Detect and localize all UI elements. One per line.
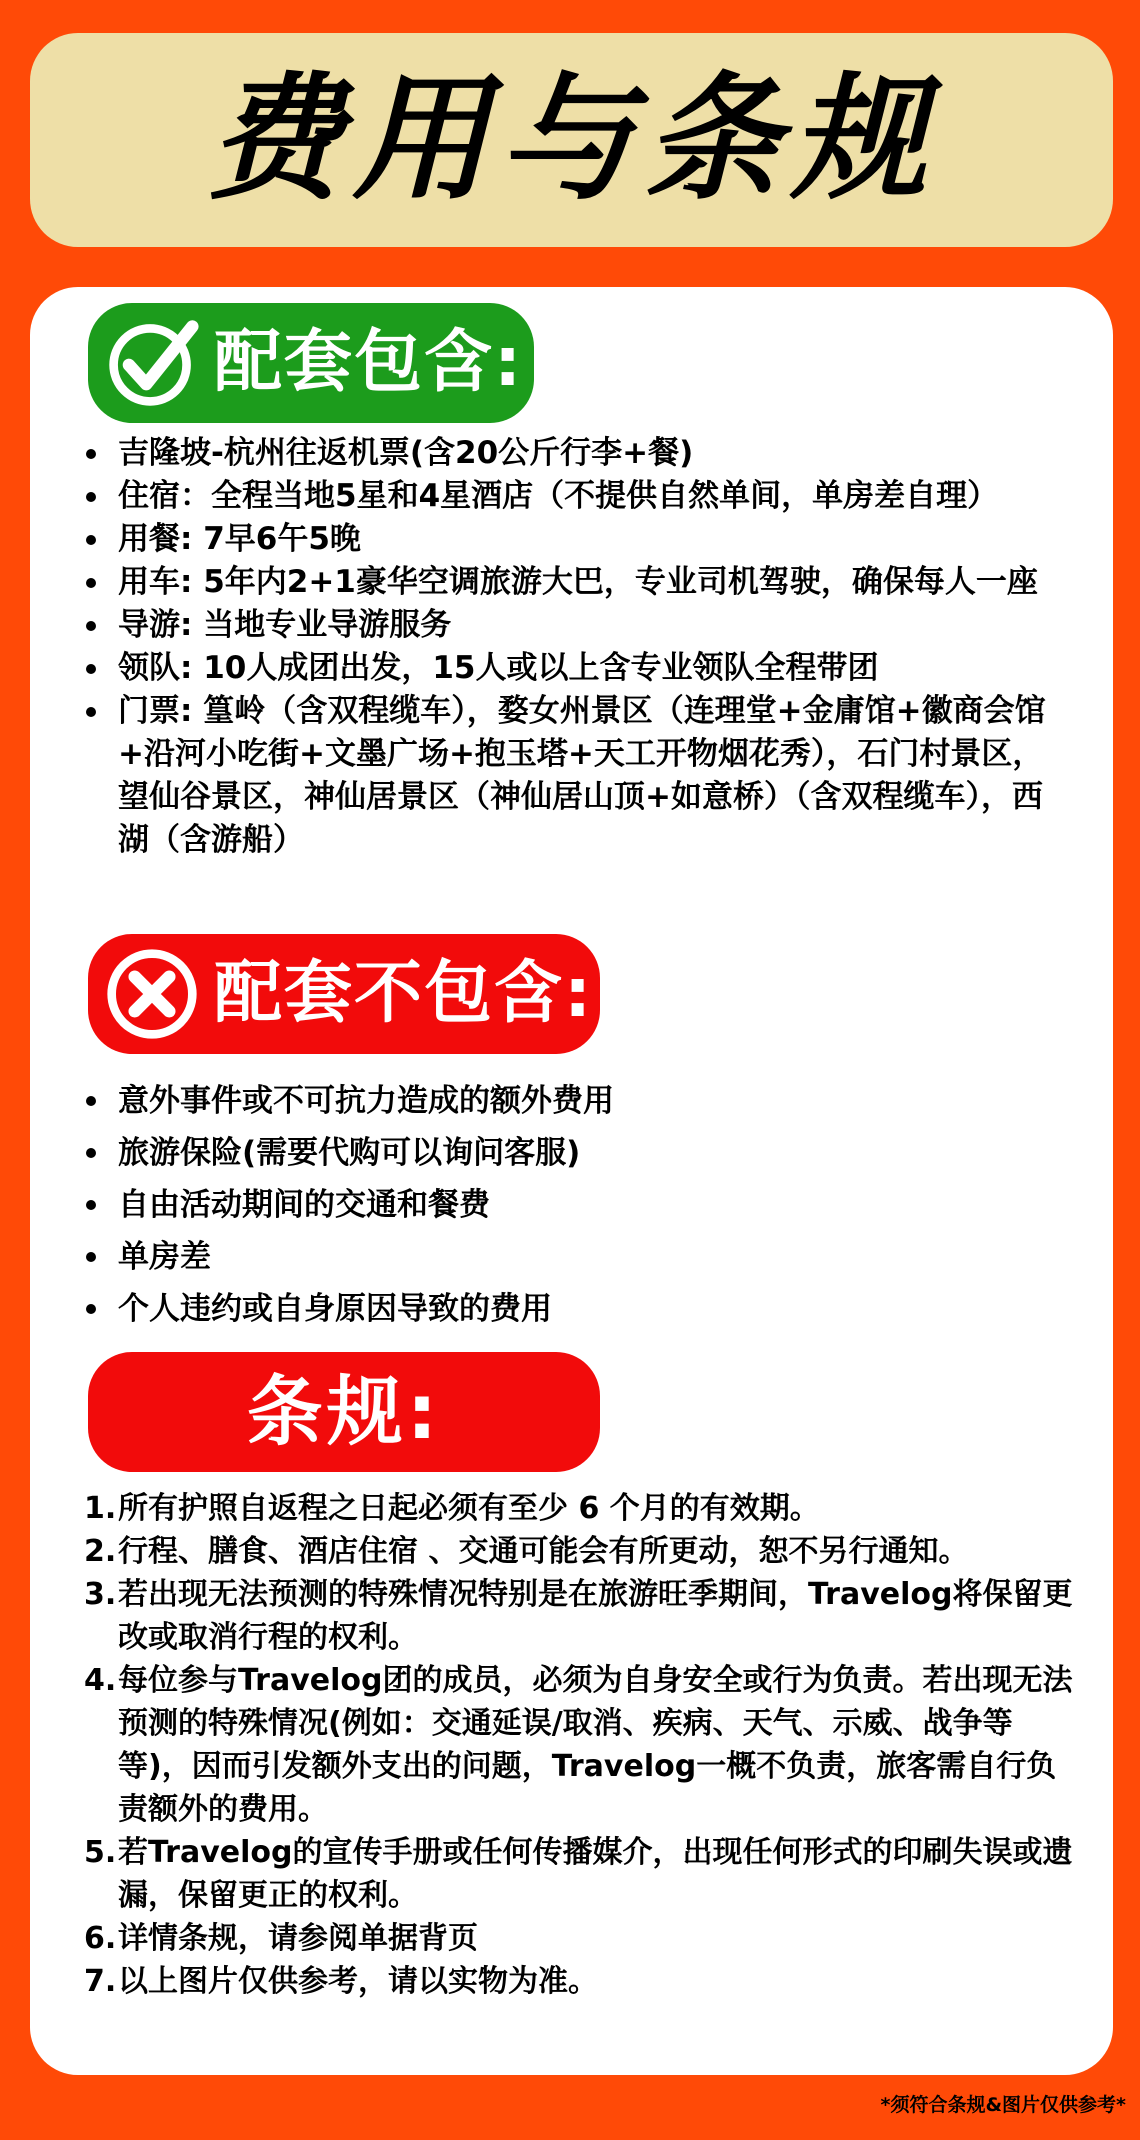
terms-item-4 <box>30 1659 1113 1831</box>
terms-item-5 <box>30 1831 1113 1917</box>
terms-item-text: 若Travelog的宣传手册或任何传播媒介，出现任何形式的印刷失误或遗漏，保留更正的权利。 <box>118 1835 1073 1913</box>
excluded-item-1: 意外事件或不可抗力造成的额外费用 <box>30 1075 1113 1127</box>
excluded-item-2: 旅游保险(需要代购可以询问客服) <box>30 1127 1113 1179</box>
page-title: 费用与条规 <box>206 61 937 219</box>
included-item-6: 领队: 10人成团出发，15人或以上含专业领队全程带团 <box>30 647 1113 690</box>
terms-item-6 <box>30 1917 1113 1960</box>
terms-item-text: 所有护照自返程之日起必须有至少 6 个月的有效期。 <box>118 1491 820 1526</box>
terms-item-number: 6. <box>84 1921 117 1956</box>
included-heading: 配套包含: <box>214 323 524 402</box>
terms-item-text: 以上图片仅供参考，请以实物为准。 <box>118 1964 598 1999</box>
included-item-2: 住宿：全程当地5星和4星酒店（不提供自然单间，单房差自理） <box>30 475 1113 518</box>
terms-item-text: 若出现无法预测的特殊情况特别是在旅游旺季期间，Travelog将保留更改或取消行程的权利。 <box>118 1577 1073 1655</box>
terms-item-2 <box>30 1530 1113 1573</box>
terms-item-7 <box>30 1960 1113 2003</box>
terms-list <box>30 1487 1113 2003</box>
terms-item-3 <box>30 1573 1113 1659</box>
included-item-5: 导游: 当地专业导游服务 <box>30 604 1113 647</box>
terms-item-number: 4. <box>84 1663 117 1698</box>
terms-item-number: 7. <box>84 1964 117 1999</box>
included-list <box>30 432 1113 862</box>
footer-note: *须符合条规&图片仅供参考* <box>880 2094 1126 2116</box>
excluded-item-5: 个人违约或自身原因导致的费用 <box>30 1283 1113 1335</box>
excluded-item-4: 单房差 <box>30 1231 1113 1283</box>
check-circle-icon <box>104 315 200 411</box>
terms-item-number: 5. <box>84 1835 117 1870</box>
terms-item-1 <box>30 1487 1113 1530</box>
included-item-7: 门票: 篁岭（含双程缆车），婺女州景区（连理堂+金庸馆+徽商会馆+沿河小吃街+文墨广场+抱玉塔+天工开物烟花秀），石门村景区，望仙谷景区，神仙居景区（神仙居山顶+如意桥）（含双程缆车），西湖（含游船） <box>30 690 1113 862</box>
terms-item-text: 详情条规，请参阅单据背页 <box>118 1921 478 1956</box>
excluded-heading-badge <box>88 934 600 1054</box>
excluded-heading: 配套不包含: <box>214 954 594 1033</box>
included-item-4: 用车: 5年内2+1豪华空调旅游大巴，专业司机驾驶，确保每人一座 <box>30 561 1113 604</box>
included-heading-badge <box>88 303 534 423</box>
terms-item-number: 2. <box>84 1534 117 1569</box>
terms-item-number: 3. <box>84 1577 117 1612</box>
content-card <box>30 287 1113 2075</box>
excluded-item-3: 自由活动期间的交通和餐费 <box>30 1179 1113 1231</box>
title-banner <box>30 33 1113 247</box>
terms-heading: 条规: <box>246 1367 442 1456</box>
included-item-3: 用餐: 7早6午5晚 <box>30 518 1113 561</box>
terms-item-number: 1. <box>84 1491 117 1526</box>
terms-item-text: 每位参与Travelog团的成员，必须为自身安全或行为负责。若出现无法预测的特殊情况(例如：交通延误/取消、疾病、天气、示威、战争等等)，因而引发额外支出的问题，Travelog一概不负责，旅客需自行负责额外的费用。 <box>118 1663 1073 1827</box>
included-item-1: 吉隆坡-杭州往返机票(含20公斤行李+餐) <box>30 432 1113 475</box>
terms-item-text: 行程、膳食、酒店住宿 、交通可能会有所更动，恕不另行通知。 <box>118 1534 969 1569</box>
excluded-list <box>30 1075 1113 1335</box>
terms-heading-badge <box>88 1352 600 1472</box>
x-circle-icon <box>104 946 200 1042</box>
